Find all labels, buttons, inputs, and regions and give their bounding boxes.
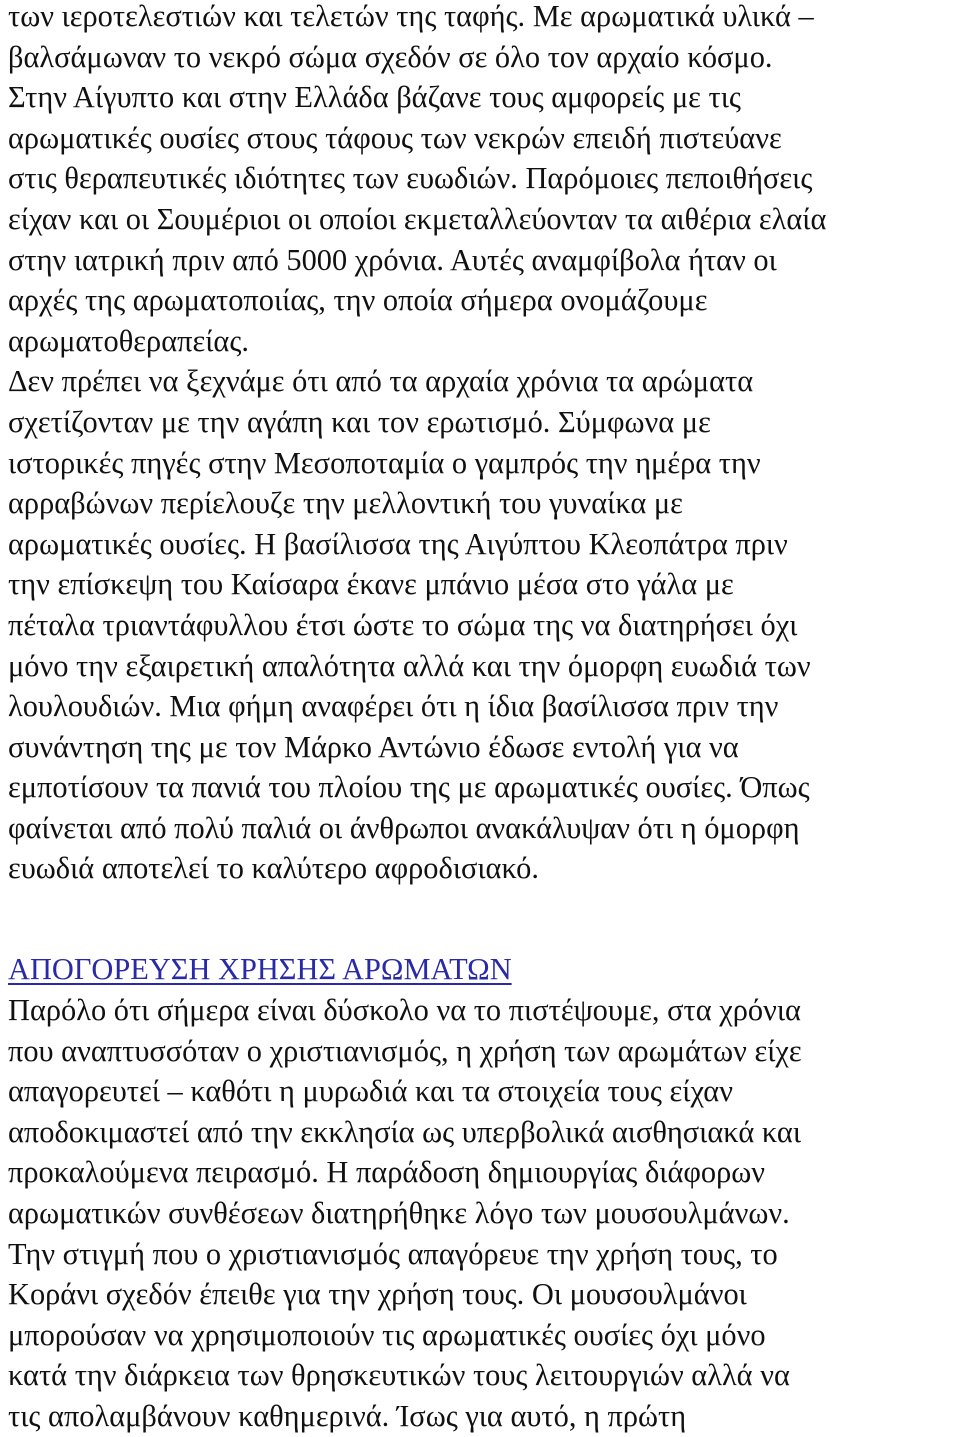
text-line: εμποτίσουν τα πανιά του πλοίου της με αρωματικές ουσίες. Όπως — [8, 770, 810, 805]
text-line: είχαν και οι Σουμέριοι οι οποίοι εκμεταλλεύονταν τα αιθέρια ελαία — [8, 201, 827, 236]
text-line: Δεν πρέπει να ξεχνάμε ότι από τα αρχαία χρόνια τα αρώματα — [8, 364, 754, 399]
text-line: απαγορευτεί – καθότι η μυρωδιά και τα στοιχεία τους είχαν — [8, 1074, 733, 1109]
text-line: αρχές της αρωματοποιίας, την οποία σήμερα ονομάζουμε — [8, 283, 708, 318]
text-line: φαίνεται από πολύ παλιά οι άνθρωποι ανακάλυψαν ότι η όμορφη — [8, 810, 800, 845]
document-page — [8, 0, 948, 1437]
text-line: λουλουδιών. Μια φήμη αναφέρει ότι η ίδια βασίλισσα πριν την — [8, 689, 779, 724]
text-line: την επίσκεψη του Καίσαρα έκανε μπάνιο μέσα στο γάλα με — [8, 567, 734, 602]
text-line: τις απολαμβάνουν καθημερινά. Ίσως για αυτό, η πρώτη — [8, 1398, 687, 1433]
text-line: κατά την διάρκεια των θρησκευτικών τους λειτουργιών αλλά να — [8, 1358, 790, 1393]
text-line: προκαλούμενα πειρασμό. Η παράδοση δημιουργίας διάφορων — [8, 1155, 766, 1190]
paragraph-1 — [8, 0, 948, 361]
text-line: των ιεροτελεστιών και τελετών της ταφής. Με αρωματικά υλικά – — [8, 0, 814, 33]
text-line: μόνο την εξαιρετική απαλότητα αλλά και την όμορφη ευωδιά των — [8, 648, 811, 683]
paragraph-2 — [8, 361, 948, 889]
text-line: στην ιατρική πριν από 5000 χρόνια. Αυτές αναμφίβολα ήταν οι — [8, 242, 777, 277]
text-line: Την στιγμή που ο χριστιανισμός απαγόρευε την χρήση τους, το — [8, 1236, 778, 1271]
text-line: συνάντηση της με τον Μάρκο Αντώνιο έδωσε εντολή για να — [8, 729, 739, 764]
text-line: αρωματικών συνθέσεων διατηρήθηκε λόγο των μουσουλμάνων. — [8, 1196, 790, 1231]
text-line: ευωδιά αποτελεί το καλύτερο αφροδισιακό. — [8, 851, 539, 886]
section-spacer — [8, 889, 948, 949]
text-line: Στην Αίγυπτο και στην Ελλάδα βάζανε τους αμφορείς με τις — [8, 80, 741, 115]
text-line: μπορούσαν να χρησιμοποιούν τις αρωματικές ουσίες όχι μόνο — [8, 1317, 766, 1352]
text-line: σχετίζονταν με την αγάπη και τον ερωτισμό. Σύμφωνα με — [8, 404, 711, 439]
text-line: αρραβώνων περίελουζε την μελλοντική του γυναίκα με — [8, 486, 683, 521]
text-line: ιστορικές πηγές στην Μεσοποταμία ο γαμπρός την ημέρα την — [8, 445, 761, 480]
text-line: αποδοκιμαστεί από την εκκλησία ως υπερβολικά αισθησιακά και — [8, 1114, 801, 1149]
text-line: που αναπτυσσόταν ο χριστιανισμός, η χρήση των αρωμάτων είχε — [8, 1033, 802, 1068]
text-line: πέταλα τριαντάφυλλου έτσι ώστε το σώμα της να διατηρήσει όχι — [8, 607, 798, 642]
text-line: Παρόλο ότι σήμερα είναι δύσκολο να το πιστέψουμε, στα χρόνια — [8, 993, 801, 1028]
text-line: βαλσάμωναν το νεκρό σώμα σχεδόν σε όλο τον αρχαίο κόσμο. — [8, 39, 773, 74]
text-line: Κοράνι σχεδόν έπειθε για την χρήση τους. Οι μουσουλμάνοι — [8, 1277, 747, 1312]
text-line: αρωματοθεραπείας. — [8, 323, 249, 358]
text-line: στις θεραπευτικές ιδιότητες των ευωδιών. Παρόμοιες πεποιθήσεις — [8, 161, 813, 196]
section-heading: ΑΠΟΓΟΡΕΥΣΗ ΧΡΗΣΗΣ ΑΡΩΜΑΤΩΝ — [8, 952, 512, 987]
paragraph-3 — [8, 990, 948, 1437]
text-line: αρωματικές ουσίες. Η βασίλισσα της Αιγύπτου Κλεοπάτρα πριν — [8, 526, 788, 561]
text-line: αρωματικές ουσίες στους τάφους των νεκρών επειδή πιστεύανε — [8, 120, 782, 155]
